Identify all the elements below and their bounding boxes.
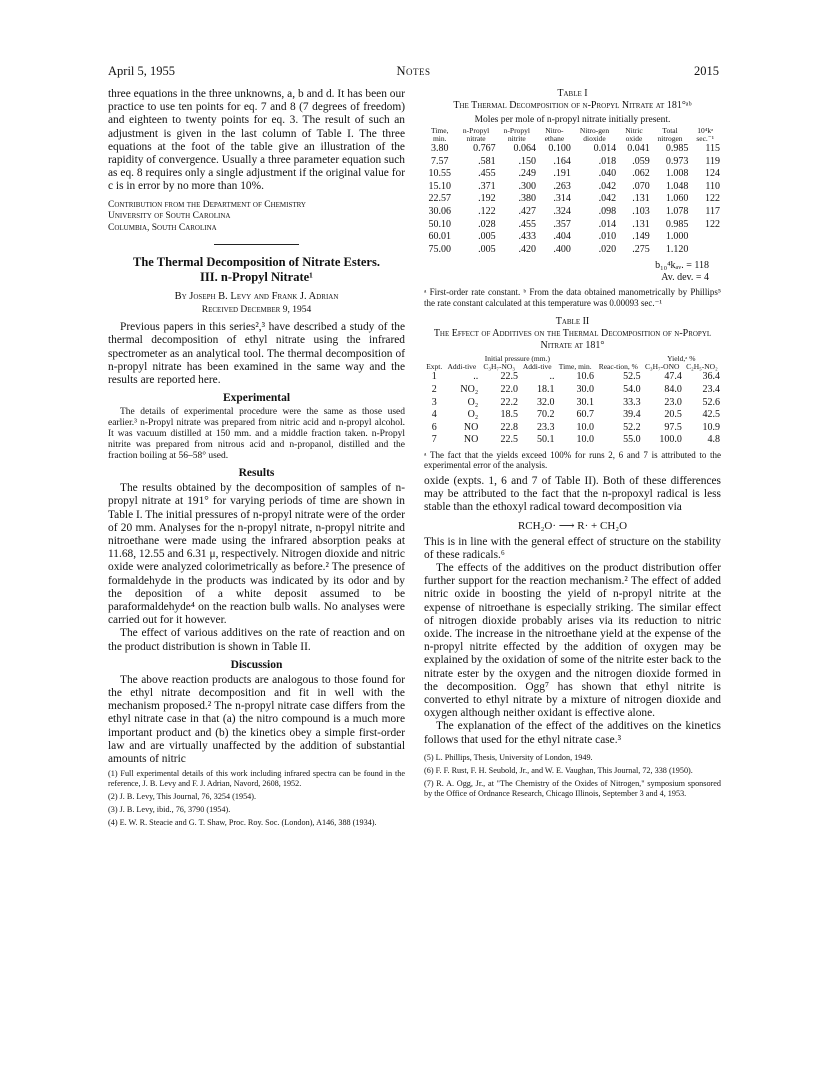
table-cell: 122 — [705, 218, 720, 230]
table-cell: 1.000 — [665, 231, 689, 243]
table-cell: .042 — [598, 180, 617, 192]
table-cell: .433 — [518, 231, 536, 243]
table-row — [424, 434, 721, 447]
table-cell: .042 — [598, 193, 617, 205]
table-cell: .005 — [478, 231, 496, 243]
table-cell: 75.00 — [428, 243, 451, 255]
table-cell: .249 — [518, 168, 536, 180]
table-cell: 3 — [431, 396, 437, 408]
footnote: (2) J. B. Levy, This Journal, 76, 3254 (1954). — [108, 792, 257, 802]
table-cell: 122 — [705, 193, 720, 205]
table-header-row — [424, 127, 721, 143]
table-cell: .005 — [478, 243, 496, 255]
discussion-heading: Discussion — [230, 658, 283, 671]
table-cell: 22.0 — [500, 383, 519, 395]
table-cell: 33.3 — [623, 396, 641, 408]
affiliation — [108, 200, 405, 235]
table-cell: 54.0 — [623, 383, 641, 395]
affiliation-line: Columbia, South Carolina — [108, 222, 217, 233]
table-footnote: ᵃ First-order rate constant. ᵇ From the data obtained manometrically by Phillips⁵ the rate constant calculated at this temperature was 0.00093 sec.⁻¹ — [424, 287, 721, 308]
table-row — [424, 206, 721, 219]
results-paragraph: The effect of various additives on the rate of reaction and on the product distribution is shown in Table II. — [108, 627, 405, 653]
title-line: III. n-Propyl Nitrate¹ — [200, 270, 313, 285]
table-cell: 110 — [705, 180, 720, 192]
intro-paragraph: Previous papers in this series²,³ have described a study of the thermal decomposition of ethyl nitrate using the infrared spectrometer as an analytical tool. The thermal decomposition of n-propyl nitrate has been examined in the same way and the results are reported here. — [108, 321, 405, 386]
affiliation-line: University of South Carolina — [108, 211, 231, 222]
table-row — [424, 397, 721, 410]
table-cell: 60.7 — [576, 409, 594, 421]
column-header: Reac-tion, % — [598, 362, 638, 372]
table-cell: 50.10 — [428, 218, 451, 230]
discussion-continued: oxide (expts. 1, 6 and 7 of Table II). Both of these differences may be attributed to the fact that the n-propoxyl radical is less stable than the ethoxyl radical toward decomposition via — [424, 474, 721, 514]
table-cell: 50.1 — [536, 434, 555, 446]
table-row — [424, 371, 721, 384]
table-cell: 18.5 — [500, 409, 519, 421]
table-cell: .455 — [518, 218, 536, 230]
table-cell: 10.55 — [428, 168, 451, 180]
table-cell: NO — [463, 434, 479, 446]
column-header: C₃H₇-ONO — [645, 362, 680, 372]
table-cell: .131 — [632, 193, 650, 205]
table-row — [424, 219, 721, 232]
table-row — [424, 244, 721, 257]
table-cell: 84.0 — [664, 383, 682, 395]
table-cell: 100.0 — [659, 434, 682, 446]
column-header: 10⁴kᵃ sec.⁻¹ — [696, 126, 714, 143]
table-cell: .192 — [478, 193, 496, 205]
table-cell: 119 — [705, 155, 720, 167]
table-cell: 6 — [431, 421, 437, 433]
table-cell: 1.120 — [665, 243, 689, 255]
table-cell: 1 — [431, 371, 437, 383]
table-cell: .149 — [632, 231, 650, 243]
table-cell: 47.4 — [664, 371, 682, 383]
table-cell: .040 — [598, 168, 617, 180]
table-cell: .275 — [632, 243, 650, 255]
table-row — [424, 193, 721, 206]
continued-text: three equations in the three unknowns, a, b and d. It has been our practice to use ten points for eq. 7 and 8 (7 degrees of freedom) and eighteen to twenty points for eq. 3. The result of such an adjustment is given in the last column of Table I. The three equations at the foot of the table give an illustration of the rapidity of convergence. Usually a three parameter equation such as eq. 8 requires only a single adjustment if the original value for c is in error by no more than 10%. — [108, 88, 405, 193]
table-cell: 117 — [705, 205, 720, 217]
table-cell: .263 — [553, 180, 571, 192]
column-header: n-Propyl nitrate — [462, 126, 490, 143]
table-cell: 7 — [431, 434, 437, 446]
table-cell: 0.985 — [665, 218, 689, 230]
table-cell: 10.9 — [702, 421, 720, 433]
table-cell: 60.01 — [428, 231, 451, 243]
table-1-grid — [424, 127, 721, 256]
table-1-body — [424, 143, 721, 256]
table-cell: 70.2 — [536, 409, 555, 421]
table-cell: .122 — [478, 205, 496, 217]
table-cell: .103 — [632, 205, 650, 217]
header-date: April 5, 1955 — [108, 64, 176, 78]
footnote: (1) Full experimental details of this work including infrared spectra can be found in the reference, J. B. Levy and F. J. Adrian, Navord, 2608, 1952. — [108, 769, 405, 789]
page-header — [108, 64, 719, 80]
table-cell: .028 — [478, 218, 496, 230]
table-subcaption: Moles per mole of n-propyl nitrate initially present. — [474, 115, 671, 125]
table-row — [424, 384, 721, 397]
table-cell: 30.06 — [428, 205, 451, 217]
separator-rule — [214, 244, 299, 245]
table-cell — [689, 231, 721, 244]
table-cell: 20.5 — [664, 409, 682, 421]
table-caption: The Thermal Decomposition of n-Propyl Nitrate at 181°ᵃᵇ — [453, 100, 692, 111]
table-cell: .164 — [553, 155, 571, 167]
experimental-heading: Experimental — [222, 392, 291, 405]
table-cell: .380 — [518, 193, 536, 205]
table-cell: 2 — [431, 383, 437, 395]
group-header-pressure: Initial pressure (mm.) — [484, 354, 550, 364]
received-date: Received December 9, 1954 — [201, 305, 312, 316]
footnote: (3) J. B. Levy, ibid., 76, 3790 (1954). — [108, 805, 231, 815]
table-row — [424, 168, 721, 181]
table-cell: .455 — [478, 168, 496, 180]
table-cell: 3.80 — [430, 143, 449, 154]
table-cell: .191 — [553, 168, 571, 180]
table-cell: 42.5 — [702, 409, 720, 421]
column-header: Total nitrogen — [657, 126, 683, 143]
table-cell: 1.078 — [665, 205, 689, 217]
table-cell: 15.10 — [428, 180, 451, 192]
table-cell: 52.6 — [702, 396, 720, 408]
column-header: Addi-tive — [447, 362, 477, 372]
table-cell: .371 — [478, 180, 496, 192]
table-cell: .324 — [553, 205, 571, 217]
table-cell: 0.041 — [627, 143, 650, 154]
discussion-paragraph: The explanation of the effect of the additives on the kinetics follows that used for the ethyl nitrate case.³ — [424, 720, 721, 746]
table-cell: O₂ — [467, 396, 479, 408]
table-cell: 0.767 — [473, 143, 496, 154]
table-cell: 97.5 — [664, 421, 682, 433]
table-cell: .400 — [553, 243, 571, 255]
affiliation-line: Contribution from the Department of Chemistry — [108, 199, 306, 210]
discussion-paragraph: The effects of the additives on the product distribution offer further support for the reaction mechanism.² The effect of added nitric oxide in boosting the yield of n-propyl nitrite at the expense of nitroethane is especially striking. The similar effect of nitrogen dioxide probably arises via its reduction to nitric oxide. The increase in the nitroethane yield at the expense of the n-propyl nitrite effected by the addition of oxygen may be explained by the oxidation of some of the nitrite ester back to the nitrate ester by the oxygen and the nitrogen dioxide formed in the decomposition. Ogg⁷ has shown that ethyl nitrite is converted to ethyl nitrate by a mixture of nitrogen dioxide and oxygen although neither oxidant is effective alone. — [424, 561, 721, 720]
table-cell: 22.5 — [500, 434, 519, 446]
table-cell: 4.8 — [707, 434, 720, 446]
footnote: (4) E. W. R. Steacie and G. T. Shaw, Proc. Roy. Soc. (London), A146, 388 (1934). — [108, 818, 377, 828]
average-rate: b₁₀⁴kₐᵥ. = 118 — [655, 260, 709, 272]
table-cell: .427 — [518, 205, 536, 217]
table-cell: .357 — [553, 218, 571, 230]
column-header: Time, min. — [431, 126, 449, 143]
table-cell: 1.048 — [665, 180, 689, 192]
column-header: C₂H₅-NO₂ — [686, 362, 718, 372]
table-cell: 0.064 — [513, 143, 536, 154]
table-cell: 7.57 — [430, 155, 449, 167]
table-label: Table I — [557, 88, 588, 99]
column-header: n-Propyl nitrite — [503, 126, 530, 143]
article-title — [108, 255, 405, 285]
table-cell: .420 — [518, 243, 536, 255]
table-cell: 10.6 — [576, 371, 594, 383]
table-cell: .059 — [632, 155, 650, 167]
table-cell: 124 — [705, 168, 720, 180]
table-cell: .404 — [553, 231, 571, 243]
header-section: Notes — [396, 64, 431, 78]
discussion-paragraph: The above reaction products are analogous to those found for the ethyl nitrate decomposition and fit in well with the mechanism proposed.² The n-propyl nitrate case differs from the ethyl nitrate case in that (a) the nitro compound is a much more important product and (b) the kinetics obey a simple first-order law and are virtually unaffected by the addition of substantial amounts of nitric — [108, 673, 405, 765]
table-cell: 0.014 — [593, 143, 617, 154]
table-cell: .. — [473, 371, 479, 383]
table-cell: 22.57 — [428, 193, 451, 205]
column-header: Nitro-ethane — [544, 126, 565, 143]
table-row — [424, 231, 721, 244]
equation: RCH₂O· ⟶ R· + CH₂O — [517, 519, 628, 532]
table-cell: 1.008 — [665, 168, 689, 180]
table-caption: The Effect of Additives on the Thermal Decomposition of n-Propyl Nitrate at 181° — [433, 328, 712, 352]
table-cell: .070 — [632, 180, 650, 192]
table-cell: .300 — [518, 180, 536, 192]
table-cell: 55.0 — [623, 434, 641, 446]
authors: By Joseph B. Levy and Frank J. Adrian — [174, 291, 339, 303]
column-header: Nitro-gen dioxide — [579, 126, 610, 143]
table-cell: 18.1 — [536, 383, 555, 395]
column-header: Nitric oxide — [625, 126, 643, 143]
table-row — [424, 156, 721, 169]
table-cell: 23.0 — [664, 396, 682, 408]
table-cell: .150 — [518, 155, 536, 167]
table-2-grid — [424, 355, 721, 447]
table-cell: NO₂ — [460, 383, 479, 395]
table-cell: 0.985 — [665, 143, 689, 154]
column-header: Time, min. — [558, 362, 592, 372]
footnote: (5) L. Phillips, Thesis, University of London, 1949. — [424, 752, 593, 762]
table-cell: 22.2 — [500, 396, 519, 408]
table-cell: 10.0 — [576, 421, 594, 433]
table-cell: 23.4 — [702, 383, 720, 395]
footnote: (6) F. F. Rust, F. H. Seubold, Jr., and W. E. Vaughan, This Journal, 72, 338 (1950). — [424, 765, 693, 775]
right-column — [424, 88, 721, 799]
title-line: The Thermal Decomposition of Nitrate Esters. — [133, 255, 380, 270]
table-cell: .131 — [632, 218, 650, 230]
average-deviation: Av. dev. = 4 — [661, 272, 709, 284]
table-label: Table II — [555, 316, 590, 328]
header-page-number: 2015 — [694, 64, 719, 78]
table-1 — [424, 88, 721, 308]
table-header-row — [424, 363, 721, 371]
table-cell: 39.4 — [623, 409, 641, 421]
group-header-yield: Yield,ᵃ % — [667, 354, 696, 364]
results-heading: Results — [238, 467, 275, 480]
discussion-paragraph: This is in line with the general effect of structure on the stability of these radicals.⁶ — [424, 535, 721, 561]
table-cell: .018 — [598, 155, 617, 167]
table-cell: 115 — [705, 143, 720, 154]
table-cell: .010 — [598, 231, 617, 243]
left-column — [108, 88, 405, 828]
table-cell: 30.0 — [576, 383, 594, 395]
table-cell: 22.8 — [500, 421, 519, 433]
table-cell: .581 — [478, 155, 496, 167]
table-cell: 30.1 — [576, 396, 594, 408]
table-cell: .098 — [598, 205, 617, 217]
table-cell: NO — [463, 421, 479, 433]
column-header: C₃H₇-NO₃ — [483, 362, 515, 372]
table-cell: 22.5 — [500, 371, 519, 383]
table-row — [424, 409, 721, 422]
table-cell: 0.973 — [665, 155, 689, 167]
column-header: Addi-tive — [522, 362, 552, 372]
column-header: Expt. — [426, 362, 443, 372]
table-row — [424, 143, 721, 156]
footnotes — [424, 753, 721, 799]
table-cell: 52.2 — [623, 421, 641, 433]
experimental-paragraph: The details of experimental procedure were the same as those used earlier.³ n-Propyl nitrate was prepared from nitric acid and n-propyl alcohol. It was vacuum distilled at 150 mm. and a middle fraction taken. n-Propyl nitrite was prepared from nitrous acid and n-propanol, distilled and the fraction boiling at 56–58° used. — [108, 407, 405, 462]
table-cell: 10.0 — [576, 434, 594, 446]
table-cell: .314 — [553, 193, 571, 205]
table-cell: 52.5 — [623, 371, 641, 383]
footnotes — [108, 769, 405, 828]
table-row — [424, 181, 721, 194]
table-cell: 23.3 — [536, 421, 555, 433]
table-footnote: ᵃ The fact that the yields exceed 100% for runs 2, 6 and 7 is attributed to the experimental error of the analysis. — [424, 449, 721, 471]
table-cell: .. — [549, 371, 555, 383]
table-cell: 36.4 — [702, 371, 720, 383]
table-cell: .014 — [598, 218, 617, 230]
footnote: (7) R. A. Ogg, Jr., at "The Chemistry of the Oxides of Nitrogen," symposium sponsored by the Office of Ordnance Research, Chicago Illinois, September 3 and 4, 1953. — [424, 778, 721, 798]
table-row — [424, 422, 721, 435]
table-cell: 32.0 — [536, 396, 555, 408]
table-cell: 0.100 — [548, 143, 571, 154]
table-cell: O₂ — [467, 409, 479, 421]
table-2-body — [424, 371, 721, 447]
results-paragraph: The results obtained by the decomposition of samples of n-propyl nitrate at 191° for varying periods of time are shown in Table I. The initial pressures of n-propyl nitrate were of the order of 20 mm. Analyses for the n-propyl nitrate, n-propyl nitrite and nitroethane were made using the infrared absorption peaks at 11.68, 12.55 and 6.31 μ, respectively. Nitrogen dioxide and nitric oxide were analyzed colorimetrically as before.² The presence of formaldehyde in the products was indicated by its odor and by the deposition of a white deposit assumed to be paraformaldehyde⁴ on the reaction bulb walls. No analyses were carried out for it however. — [108, 482, 405, 627]
table-2 — [424, 316, 721, 471]
table-cell: 4 — [431, 409, 437, 421]
table-cell: .062 — [632, 168, 650, 180]
table-cell — [689, 244, 721, 257]
table-cell: 1.060 — [665, 193, 689, 205]
table-cell: .020 — [598, 243, 617, 255]
